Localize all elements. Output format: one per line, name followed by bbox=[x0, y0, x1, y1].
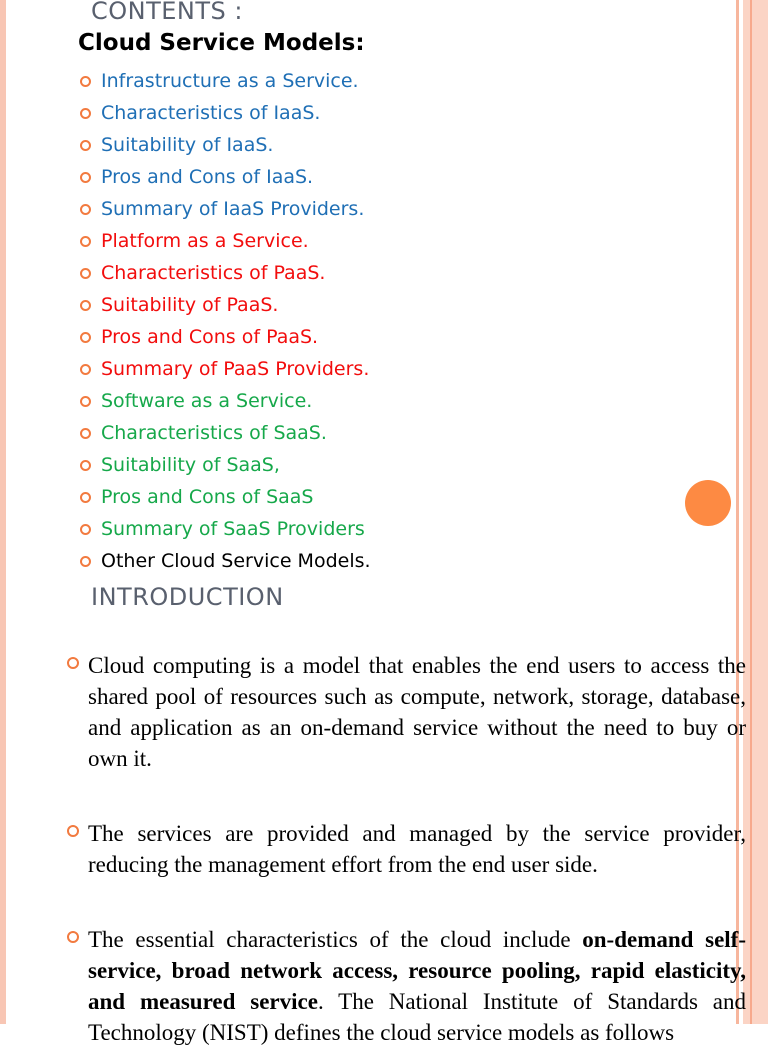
bullet-icon bbox=[80, 76, 91, 87]
bullet-icon bbox=[80, 172, 91, 183]
bullet-icon bbox=[80, 492, 91, 503]
contents-item-label: Summary of SaaS Providers bbox=[101, 518, 365, 540]
introduction-heading: INTRODUCTION bbox=[91, 583, 284, 611]
contents-item-label: Suitability of PaaS. bbox=[101, 294, 279, 316]
contents-item bbox=[78, 130, 371, 162]
contents-item bbox=[78, 418, 371, 450]
contents-item bbox=[78, 98, 371, 130]
contents-item-label: Software as a Service. bbox=[101, 390, 313, 412]
contents-item bbox=[78, 354, 371, 386]
slide-border-right-band bbox=[743, 0, 768, 1024]
bullet-icon bbox=[80, 300, 91, 311]
bullet-icon bbox=[80, 428, 91, 439]
paragraph-text-lead: The essential characteristics of the cloud include bbox=[88, 927, 583, 952]
contents-subheading: Cloud Service Models: bbox=[78, 30, 365, 56]
introduction-list bbox=[64, 650, 746, 1048]
introduction-paragraph bbox=[64, 818, 746, 880]
decorative-orange-circle bbox=[685, 480, 731, 526]
contents-item bbox=[78, 450, 371, 482]
contents-item-label: Pros and Cons of SaaS bbox=[101, 486, 314, 508]
bullet-icon bbox=[67, 825, 79, 837]
paragraph-text: Cloud computing is a model that enables the end users to access the shared pool of resources such as compute, network, storage, database, and application as an on-demand service without the need to buy or own it. bbox=[88, 653, 746, 771]
contents-item-label: Suitability of IaaS. bbox=[101, 134, 274, 156]
contents-item-label: Suitability of SaaS, bbox=[101, 454, 280, 476]
contents-item-label: Summary of PaaS Providers. bbox=[101, 358, 370, 380]
paragraph-text-tail: . The National Institute of Standards and Technology (NIST) defines the cloud service models as follows bbox=[88, 989, 746, 1045]
contents-item bbox=[78, 482, 371, 514]
contents-item-label: Pros and Cons of IaaS. bbox=[101, 166, 314, 188]
contents-item-label: Other Cloud Service Models. bbox=[101, 550, 371, 572]
contents-item-label: Infrastructure as a Service. bbox=[101, 70, 359, 92]
contents-item bbox=[78, 546, 371, 578]
contents-item-label: Characteristics of IaaS. bbox=[101, 102, 321, 124]
slide-border-right-line bbox=[750, 0, 752, 1024]
paragraph-text-bold: on-demand self-service, broad network access, resource pooling, rapid elasticity, and measured service bbox=[88, 927, 746, 1014]
paragraph-text: The services are provided and managed by the service provider, reducing the management effort from the end user side. bbox=[88, 821, 746, 877]
contents-heading: CONTENTS : bbox=[91, 0, 243, 25]
bullet-icon bbox=[80, 460, 91, 471]
bullet-icon bbox=[80, 236, 91, 247]
contents-item-label: Platform as a Service. bbox=[101, 230, 309, 252]
introduction-paragraph bbox=[64, 924, 746, 1048]
contents-item bbox=[78, 258, 371, 290]
bullet-icon bbox=[67, 657, 79, 669]
slide-border-left bbox=[0, 0, 6, 1024]
bullet-icon bbox=[80, 332, 91, 343]
bullet-icon bbox=[80, 140, 91, 151]
contents-item bbox=[78, 162, 371, 194]
contents-list bbox=[78, 66, 371, 578]
contents-item-label: Characteristics of SaaS. bbox=[101, 422, 327, 444]
bullet-icon bbox=[80, 524, 91, 535]
contents-item-label: Characteristics of PaaS. bbox=[101, 262, 326, 284]
contents-item bbox=[78, 514, 371, 546]
contents-item bbox=[78, 226, 371, 258]
introduction-paragraph bbox=[64, 650, 746, 774]
contents-item bbox=[78, 386, 371, 418]
bullet-icon bbox=[80, 556, 91, 567]
contents-item bbox=[78, 194, 371, 226]
bullet-icon bbox=[80, 268, 91, 279]
contents-item bbox=[78, 66, 371, 98]
contents-item bbox=[78, 322, 371, 354]
bullet-icon bbox=[80, 108, 91, 119]
contents-item bbox=[78, 290, 371, 322]
contents-item-label: Summary of IaaS Providers. bbox=[101, 198, 365, 220]
bullet-icon bbox=[80, 396, 91, 407]
bullet-icon bbox=[80, 204, 91, 215]
contents-item-label: Pros and Cons of PaaS. bbox=[101, 326, 319, 348]
bullet-icon bbox=[67, 931, 79, 943]
bullet-icon bbox=[80, 364, 91, 375]
